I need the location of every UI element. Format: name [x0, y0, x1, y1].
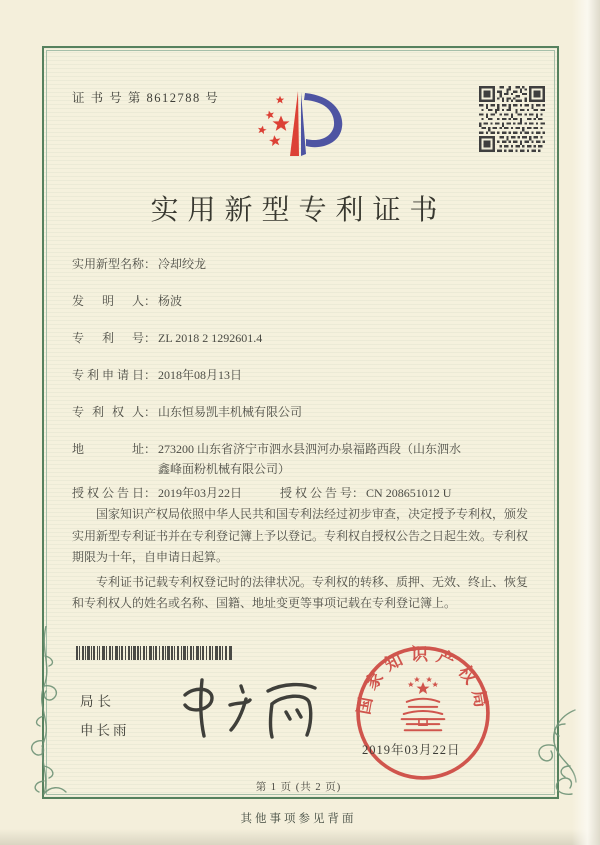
field-colon: ： [144, 294, 157, 308]
grant-no-label: 授权公告号 [280, 486, 353, 500]
field-colon: ： [144, 486, 157, 500]
seal-national-emblem-icon [408, 676, 438, 694]
page-number: 第 1 页 (共 2 页) [255, 782, 342, 793]
field-value: 山东恒易凯丰机械有限公司 [158, 405, 303, 419]
legal-text [72, 504, 534, 618]
field-row-patent-no [72, 328, 522, 348]
field-colon: ： [144, 368, 157, 382]
seal-date: 2019年03月22日 [362, 743, 461, 757]
field-value: 2018年08月13日 [158, 368, 243, 382]
legal-paragraph-1: 国家知识产权局依照中华人民共和国专利法经过初步审查，决定授予专利权，颁发实用新型专利证书并在专利登记簿上予以登记。专利权自授权公告之日起生效。专利权期限为十年，自申请日起算。 [72, 507, 529, 565]
barcode [76, 646, 232, 660]
field-colon: ： [144, 405, 157, 419]
field-value: ZL 2018 2 1292601.4 [158, 331, 263, 345]
field-row-patentee [72, 402, 522, 422]
field-row-inventor [72, 291, 522, 311]
reverse-side-note: 其他事项参见背面 [240, 813, 357, 825]
right-vine-flourish-icon [520, 706, 578, 798]
grant-date-label: 授权公告日 [72, 486, 144, 500]
field-row-filing-date [72, 365, 522, 385]
field-colon: ： [144, 331, 157, 345]
commissioner-signature [168, 674, 318, 746]
field-label: 专利权人 [72, 405, 144, 419]
field-row-name [72, 254, 522, 274]
field-label: 专利号 [72, 331, 144, 345]
field-row-address [72, 439, 522, 479]
cnipa-logo-icon [240, 70, 360, 175]
field-label: 发明人 [72, 294, 144, 308]
certificate-title: 实用新型专利证书 [150, 195, 447, 226]
certificate-fields [72, 254, 522, 520]
field-label: 地址 [72, 442, 144, 456]
field-value: 杨波 [158, 294, 183, 308]
legal-paragraph-2: 专利证书记载专利权登记时的法律状况。专利权的转移、质押、无效、终止、恢复和专利权人的姓名或名称、国籍、地址变更等事项记载在专利登记簿上。 [72, 574, 529, 611]
qr-code [479, 86, 545, 152]
field-value: 273200 山东省济宁市泗水县泗河办泉福路西段（山东泗水鑫峰面粉机械有限公司） [158, 442, 462, 476]
grant-date-value: 2019年03月22日 [158, 486, 243, 500]
left-vine-flourish-icon [30, 626, 72, 798]
field-colon: ： [352, 486, 365, 500]
official-seal [354, 644, 492, 782]
field-value: 冷却绞龙 [158, 257, 207, 271]
commissioner-title: 局长 [80, 694, 115, 709]
certificate-number: 证 书 号 第 8612788 号 [72, 91, 220, 105]
field-row-grant [72, 483, 522, 503]
field-label: 实用新型名称 [72, 257, 145, 271]
field-colon: ： [144, 442, 157, 456]
field-colon: ： [144, 257, 157, 271]
svg-text:国家知识产权局 [354, 645, 492, 716]
field-label: 专利申请日 [72, 368, 144, 382]
commissioner-name: 申长雨 [80, 723, 130, 738]
grant-no-value: CN 208651012 U [366, 486, 452, 500]
seal-org-text: 国家知识产权局 [354, 645, 492, 716]
